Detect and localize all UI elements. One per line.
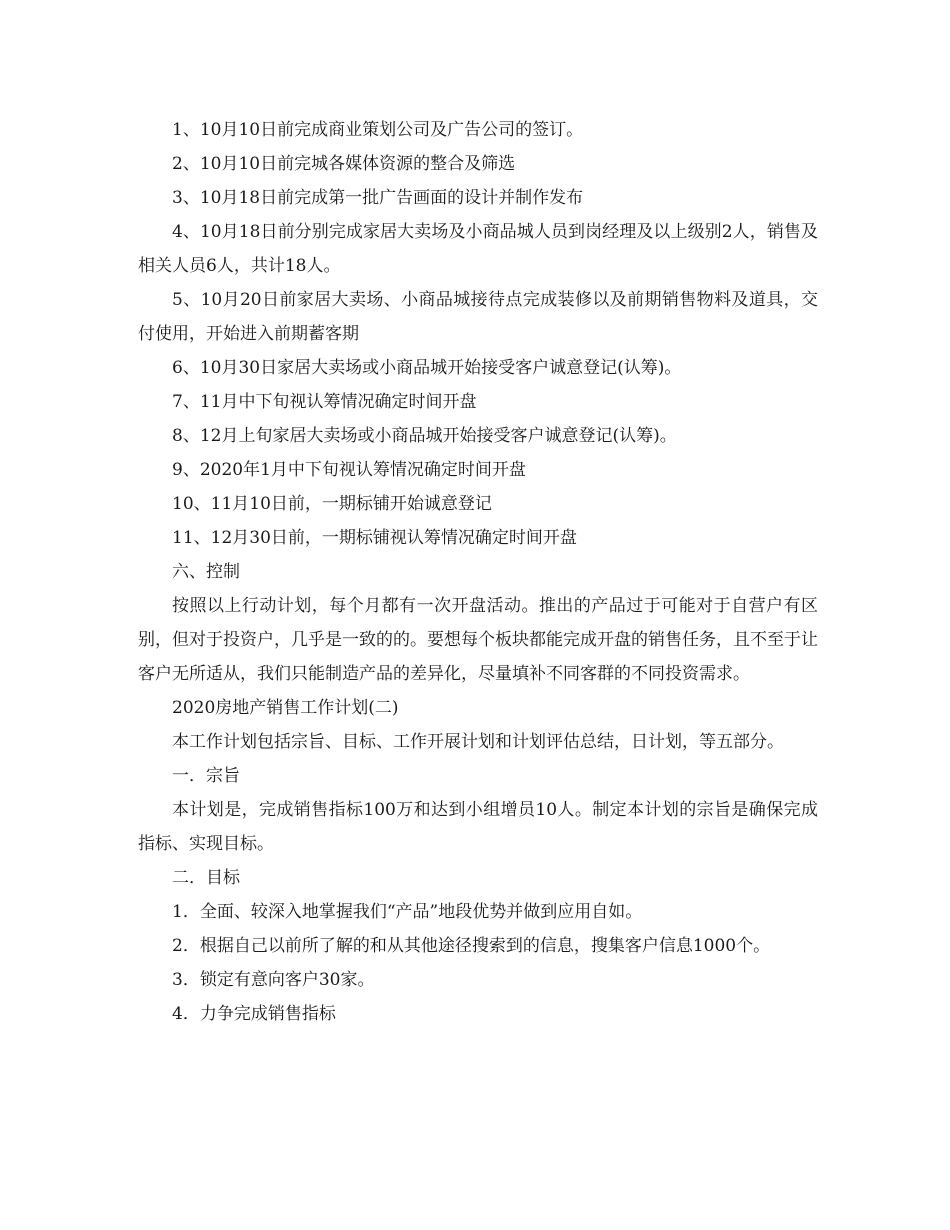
list-item-7: 7、11月中下旬视认筹情况确定时间开盘 [172, 392, 477, 412]
list-item-10: 10、11月10日前，一期标铺开始诚意登记 [172, 494, 492, 514]
body-paragraph-purpose: 本计划是，完成销售指标100万和达到小组增员10人。制定本计划的宗旨是确保完成指标、实现目标。 [138, 800, 818, 854]
goal-item-2: 2．根据自己以前所了解的和从其他途径搜索到的信息，搜集客户信息1000个。 [172, 936, 771, 956]
list-item-11: 11、12月30日前，一期标铺视认筹情况确定时间开盘 [172, 528, 577, 548]
list-item-9: 9、2020年1月中下旬视认筹情况确定时间开盘 [172, 460, 526, 480]
section-heading-goals: 二．目标 [172, 868, 240, 888]
body-paragraph-intro: 本工作计划包括宗旨、目标、工作开展计划和计划评估总结，日计划，等五部分。 [172, 732, 784, 752]
body-paragraph-control: 按照以上行动计划，每个月都有一次开盘活动。推出的产品过于可能对于自营户有区别，但对于投资户，几乎是一致的的。要想每个板块都能完成开盘的销售任务，且不至于让客户无所适从，我们只能制造产品的差异化，尽量填补不同客群的不同投资需求。 [138, 596, 818, 684]
goal-item-4: 4．力争完成销售指标 [172, 1004, 336, 1024]
section-heading-purpose: 一．宗旨 [172, 766, 240, 786]
list-item-2: 2、10月10日前完城各媒体资源的整合及筛选 [172, 154, 516, 174]
goal-item-1: 1．全面、较深入地掌握我们“产品”地段优势并做到应用自如。 [172, 902, 643, 922]
list-item-6: 6、10月30日家居大卖场或小商品城开始接受客户诚意登记(认筹)。 [172, 358, 682, 378]
document-subtitle: 2020房地产销售工作计划(二) [172, 698, 399, 718]
section-heading-control: 六、控制 [172, 562, 240, 582]
list-item-3: 3、10月18日前完成第一批广告画面的设计并制作发布 [172, 188, 584, 208]
list-item-4: 4、10月18日前分别完成家居大卖场及小商品城人员到岗经理及以上级别2人，销售及相关人员6人，共计18人。 [138, 222, 818, 276]
document-body [138, 113, 818, 1031]
list-item-1: 1、10月10日前完成商业策划公司及广告公司的签订。 [172, 120, 584, 140]
goal-item-3: 3．锁定有意向客户30家。 [172, 970, 375, 990]
list-item-5: 5、10月20日前家居大卖场、小商品城接待点完成装修以及前期销售物料及道具，交付使用，开始进入前期蓄客期 [138, 290, 818, 344]
list-item-8: 8、12月上旬家居大卖场或小商品城开始接受客户诚意登记(认筹)。 [172, 426, 677, 446]
